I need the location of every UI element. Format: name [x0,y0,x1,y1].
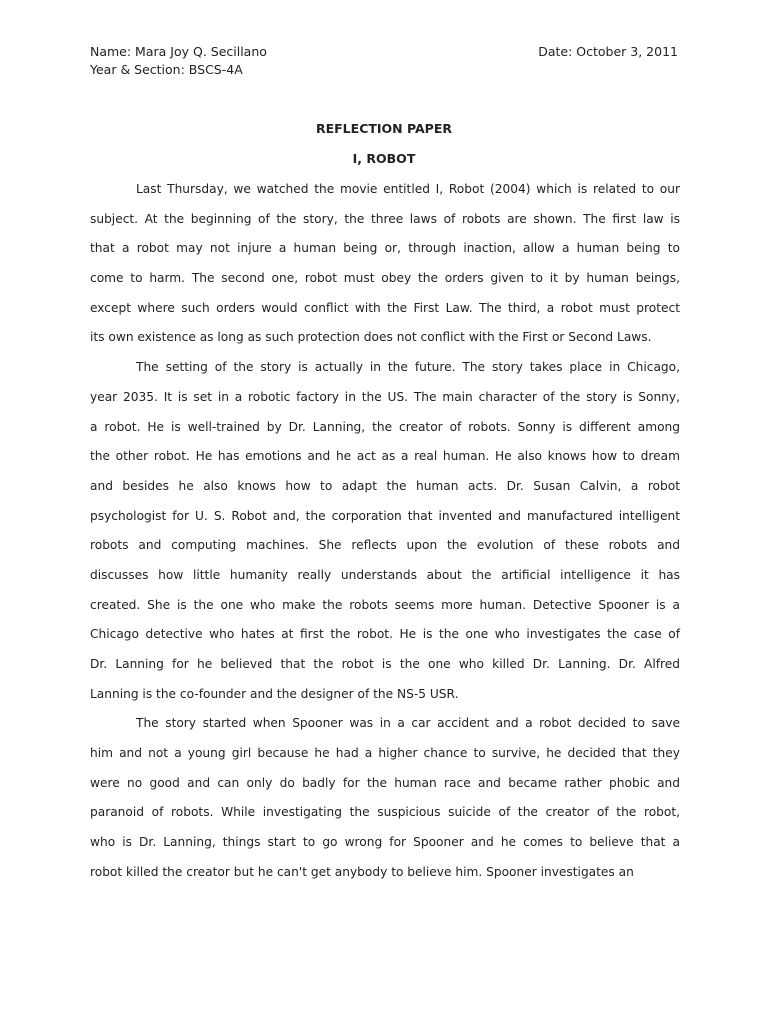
text-line: Lanning is the co-founder and the designer of the NS-5 USR. [90,686,459,701]
student-name: Name: Mara Joy Q. Secillano [90,44,267,59]
text-line: were no good and can only do badly for the human race and became rather phobic and [90,775,680,790]
year-section: Year & Section: BSCS-4A [90,62,243,77]
paragraph-2 [90,353,680,709]
document-titles [90,120,678,168]
text-line: Chicago detective who hates at first the robot. He is the one who investigates the case of [90,627,680,642]
text-line: psychologist for U. S. Robot and, the corporation that invented and manufactured intelligent [90,508,680,523]
text-line: subject. At the beginning of the story, the three laws of robots are shown. The first law is [90,211,680,226]
text-line: a robot. He is well-trained by Dr. Lanning, the creator of robots. Sonny is different among [90,419,680,434]
text-line: created. She is the one who make the robots seems more human. Detective Spooner is a [90,597,680,612]
document-date: Date: October 3, 2011 [538,44,678,59]
text-line: come to harm. The second one, robot must obey the orders given to it by human beings, [90,271,680,286]
paragraph-3 [90,709,680,887]
text-line: The story started when Spooner was in a car accident and a robot decided to save [136,716,680,731]
text-line: except where such orders would conflict with the First Law. The third, a robot must protect [90,300,680,315]
document-header [90,43,678,79]
text-line: The setting of the story is actually in the future. The story takes place in Chicago, [136,360,680,375]
text-line: him and not a young girl because he had a higher chance to survive, he decided that they [90,746,680,761]
text-line: who is Dr. Lanning, things start to go wrong for Spooner and he comes to believe that a [90,835,680,850]
text-line: robot killed the creator but he can't get anybody to believe him. Spooner investigates an [90,864,634,879]
text-line: robots and computing machines. She reflects upon the evolution of these robots and [90,538,680,553]
text-line: that a robot may not injure a human being or, through inaction, allow a human being to [90,241,680,256]
document-body [90,175,680,888]
text-line: Dr. Lanning for he believed that the robot is the one who killed Dr. Lanning. Dr. Alfred [90,657,680,671]
paper-title: REFLECTION PAPER [315,121,452,136]
header-row-bottom [90,61,678,79]
movie-title: I, ROBOT [352,151,416,166]
text-line: its own existence as long as such protection does not conflict with the First or Second Laws. [90,330,652,345]
paragraph-1 [90,175,680,353]
text-line: Last Thursday, we watched the movie entitled I, Robot (2004) which is related to our [136,182,680,196]
header-row-top [90,43,678,61]
text-line: discusses how little humanity really understands about the artificial intelligence it has [90,567,680,582]
text-line: paranoid of robots. While investigating the suspicious suicide of the creator of the robot, [90,805,680,820]
text-line: the other robot. He has emotions and he act as a real human. He also knows how to dream [90,449,680,464]
text-line: year 2035. It is set in a robotic factory in the US. The main character of the story is Sonny, [90,389,680,404]
text-line: and besides he also knows how to adapt the human acts. Dr. Susan Calvin, a robot [90,478,680,493]
